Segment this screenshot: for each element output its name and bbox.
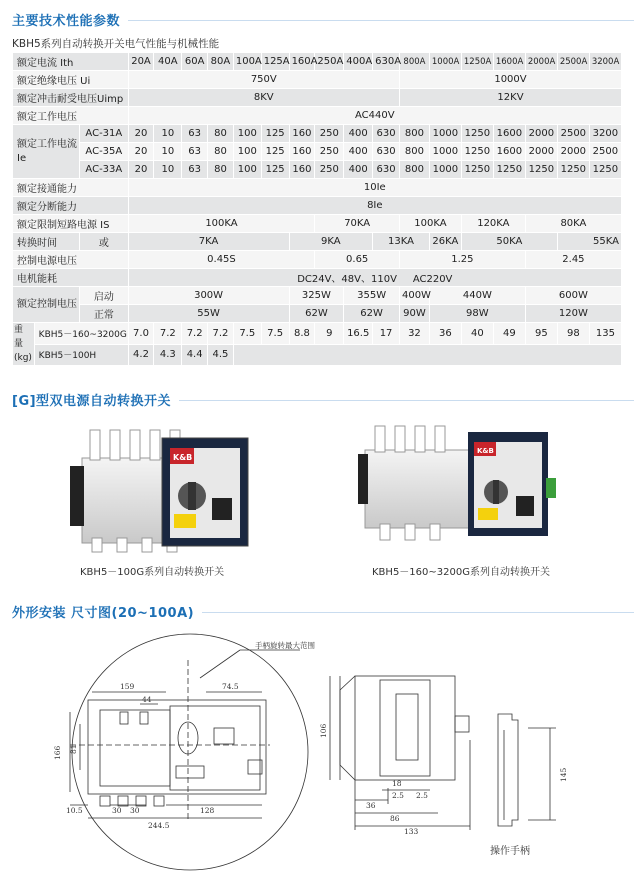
cell: 60A bbox=[182, 53, 208, 71]
dim-145: 145 bbox=[559, 767, 568, 782]
label-breaking: 额定分断能力 bbox=[13, 197, 129, 215]
section-title-text: 主要技术性能参数 bbox=[0, 14, 128, 29]
cell: 10 bbox=[154, 143, 182, 161]
cell: 26KA bbox=[429, 233, 461, 251]
cell: 启动 bbox=[80, 287, 129, 305]
cell: 160A bbox=[289, 53, 315, 71]
dim-30: 30 bbox=[112, 806, 122, 815]
dim-36: 36 bbox=[366, 801, 376, 810]
specs-subtitle: KBH5系列自动转换开关电气性能与机械性能 bbox=[12, 38, 220, 50]
cell: 4.2 bbox=[128, 344, 154, 366]
label-power-consumption: 电机能耗 bbox=[13, 269, 129, 287]
cell: 0.45S bbox=[128, 251, 315, 269]
cell: 10Ie bbox=[128, 179, 621, 197]
cell: 63 bbox=[182, 143, 208, 161]
cell: 125 bbox=[261, 143, 289, 161]
cell: 125 bbox=[261, 125, 289, 143]
cell: 800 bbox=[399, 125, 429, 143]
cell: 3200 bbox=[589, 125, 621, 143]
cell: 120KA bbox=[461, 215, 525, 233]
cell: 355W bbox=[344, 287, 400, 305]
cell: 10 bbox=[154, 161, 182, 179]
row-transfer-time bbox=[13, 233, 622, 251]
cell: 100 bbox=[233, 161, 261, 179]
cell: 13KA bbox=[373, 233, 430, 251]
cell: 95 bbox=[525, 323, 557, 345]
cell: 62W bbox=[344, 305, 400, 323]
cell: 或 bbox=[80, 233, 129, 251]
row-working-voltage bbox=[13, 107, 622, 125]
cell: 20A bbox=[128, 53, 154, 71]
cell: 800 bbox=[399, 143, 429, 161]
label-rated-current: 额定电流 Ith bbox=[13, 53, 129, 71]
spec-table bbox=[12, 52, 622, 366]
rotation-range-circle bbox=[72, 634, 308, 870]
cell: 2000 bbox=[557, 143, 589, 161]
row-control-normal bbox=[13, 305, 622, 323]
cell: 7KA bbox=[128, 233, 289, 251]
cell: 300W bbox=[128, 287, 289, 305]
cell: 125 bbox=[261, 161, 289, 179]
dim-128: 128 bbox=[200, 806, 215, 815]
cell: AC-31A bbox=[80, 125, 129, 143]
cell: 2000 bbox=[525, 125, 557, 143]
cell: 160 bbox=[289, 125, 315, 143]
cell: 80KA bbox=[525, 215, 621, 233]
label-weight: 重量(kg) bbox=[13, 323, 35, 366]
cell: 63 bbox=[182, 161, 208, 179]
cell: 98W bbox=[429, 305, 525, 323]
cell: 630A bbox=[373, 53, 400, 71]
dim-18: 18 bbox=[392, 779, 402, 788]
label-transfer-time: 转换时间 bbox=[13, 233, 80, 251]
cell: 20 bbox=[128, 143, 154, 161]
cell: 1250 bbox=[461, 161, 493, 179]
dim-86: 86 bbox=[390, 814, 400, 823]
cell: 400 bbox=[344, 143, 373, 161]
cell: KBH5－160~3200G bbox=[34, 323, 128, 345]
cell: 2500A bbox=[557, 53, 589, 71]
dimension-drawing bbox=[0, 620, 634, 891]
cell: 400 bbox=[344, 161, 373, 179]
cell: 16.5 bbox=[344, 323, 373, 345]
cell: 20 bbox=[128, 161, 154, 179]
cell: 7.5 bbox=[233, 323, 261, 345]
label-making: 额定接通能力 bbox=[13, 179, 129, 197]
dim-106: 106 bbox=[319, 723, 328, 738]
section-title-text: 外形安装 尺寸图(20~100A) bbox=[0, 606, 202, 621]
cell: 800A bbox=[399, 53, 429, 71]
cell: 63 bbox=[182, 125, 208, 143]
dim-2-5a: 2.5 bbox=[392, 791, 404, 800]
product-image-160-3200g bbox=[350, 418, 570, 553]
cell: 1250 bbox=[589, 161, 621, 179]
cell: 125A bbox=[261, 53, 289, 71]
cell: 62W bbox=[289, 305, 344, 323]
label-control-power: 额定控制电压 bbox=[13, 287, 80, 323]
row-weight-2 bbox=[13, 344, 622, 366]
cell: 100 bbox=[233, 125, 261, 143]
cell-empty bbox=[233, 344, 621, 366]
cell: 250 bbox=[315, 125, 344, 143]
cell: 8KV bbox=[128, 89, 399, 107]
row-insulation-voltage bbox=[13, 71, 622, 89]
cell: 55W bbox=[128, 305, 289, 323]
dim-81: 81 bbox=[69, 744, 78, 754]
cell: 4.5 bbox=[208, 344, 234, 366]
cell: 4.4 bbox=[182, 344, 208, 366]
cell: 12KV bbox=[399, 89, 621, 107]
cell: 630 bbox=[373, 161, 400, 179]
cell: 120W bbox=[525, 305, 621, 323]
cell: 1250 bbox=[461, 125, 493, 143]
row-ac31a bbox=[13, 125, 622, 143]
cell: 250A bbox=[315, 53, 344, 71]
cell: 80 bbox=[208, 161, 234, 179]
row-ac35a bbox=[13, 143, 622, 161]
brand-logo-2: K&B bbox=[477, 447, 494, 455]
cell: 1000A bbox=[429, 53, 461, 71]
cell: 250 bbox=[315, 161, 344, 179]
cell: 40A bbox=[154, 53, 182, 71]
cell: 50KA bbox=[461, 233, 557, 251]
cell: 7.2 bbox=[208, 323, 234, 345]
cell: 55KA bbox=[557, 233, 621, 251]
cell: 4.3 bbox=[154, 344, 182, 366]
cell: 8.8 bbox=[289, 323, 315, 345]
cell: 70KA bbox=[315, 215, 400, 233]
cell: 2.45 bbox=[525, 251, 621, 269]
cell: 100A bbox=[233, 53, 261, 71]
product-image-100g bbox=[62, 418, 282, 553]
cell: 800 bbox=[399, 161, 429, 179]
cell: 17 bbox=[373, 323, 400, 345]
cell: 1250 bbox=[493, 161, 525, 179]
dim-30b: 30 bbox=[130, 806, 140, 815]
dim-44: 44 bbox=[142, 695, 152, 704]
rotation-range-label: 手柄旋转最大范围 bbox=[255, 641, 315, 650]
label-working-voltage: 额定工作电压 bbox=[13, 107, 129, 125]
cell: 7.2 bbox=[154, 323, 182, 345]
cell: 正常 bbox=[80, 305, 129, 323]
cell: 325W bbox=[289, 287, 344, 305]
cell: 20 bbox=[128, 125, 154, 143]
cell: 7.5 bbox=[261, 323, 289, 345]
cell: 250 bbox=[315, 143, 344, 161]
row-making-capacity bbox=[13, 179, 622, 197]
cell: 630 bbox=[373, 143, 400, 161]
cell: 2000 bbox=[525, 143, 557, 161]
cell: 2500 bbox=[557, 125, 589, 143]
cell: 440W bbox=[429, 287, 525, 305]
label-control-voltage: 控制电源电压 bbox=[13, 251, 129, 269]
cell: 1250 bbox=[461, 143, 493, 161]
section-title-specs bbox=[0, 10, 634, 28]
cell: 1250A bbox=[461, 53, 493, 71]
cell: 2000A bbox=[525, 53, 557, 71]
cell: 3200A bbox=[589, 53, 621, 71]
cell: 1250 bbox=[557, 161, 589, 179]
cell: KBH5－100H bbox=[34, 344, 128, 366]
section-title-g-type bbox=[0, 390, 634, 408]
product-caption-160-3200g: KBH5－160~3200G系列自动转换开关 bbox=[372, 567, 550, 578]
dim-244-5: 244.5 bbox=[148, 821, 170, 830]
dim-10-5: 10.5 bbox=[66, 806, 83, 815]
cell: DC24V、48V、110V AC220V bbox=[128, 269, 621, 287]
cell: 40 bbox=[461, 323, 493, 345]
cell: 135 bbox=[589, 323, 621, 345]
cell: 1600 bbox=[493, 143, 525, 161]
label-insulation: 额定绝缘电压 Ui bbox=[13, 71, 129, 89]
dim-133: 133 bbox=[404, 827, 419, 836]
cell: 7.2 bbox=[182, 323, 208, 345]
cell: 100 bbox=[233, 143, 261, 161]
cell: AC-33A bbox=[80, 161, 129, 179]
cell: 400 bbox=[344, 125, 373, 143]
cell: 80 bbox=[208, 143, 234, 161]
cell: 630 bbox=[373, 125, 400, 143]
cell: 0.65 bbox=[315, 251, 400, 269]
cell: 98 bbox=[557, 323, 589, 345]
brand-logo-1: K&B bbox=[173, 453, 193, 462]
cell: 1000 bbox=[429, 161, 461, 179]
cell: 49 bbox=[493, 323, 525, 345]
cell: 90W bbox=[399, 305, 429, 323]
cell: 80 bbox=[208, 125, 234, 143]
label-impulse: 额定冲击耐受电压Uimp bbox=[13, 89, 129, 107]
dim-166: 166 bbox=[53, 745, 62, 760]
label-working-current: 额定工作电流 Ie bbox=[13, 125, 80, 179]
row-control-voltage bbox=[13, 251, 622, 269]
cell: AC440V bbox=[128, 107, 621, 125]
row-weight-1 bbox=[13, 323, 622, 345]
cell: 1250 bbox=[525, 161, 557, 179]
cell: 9KA bbox=[289, 233, 373, 251]
dim-74-5: 74.5 bbox=[222, 682, 239, 691]
row-ac33a bbox=[13, 161, 622, 179]
cell: 100KA bbox=[399, 215, 461, 233]
row-breaking-capacity bbox=[13, 197, 622, 215]
handle-caption: 操作手柄 bbox=[490, 846, 530, 857]
dim-2-5b: 2.5 bbox=[416, 791, 428, 800]
cell: 600W bbox=[525, 287, 621, 305]
cell: 10 bbox=[154, 125, 182, 143]
dim-159: 159 bbox=[120, 682, 135, 691]
cell: 750V bbox=[128, 71, 399, 89]
row-control-start bbox=[13, 287, 622, 305]
cell: 1000 bbox=[429, 125, 461, 143]
section-title-text: [G]型双电源自动转换开关 bbox=[0, 394, 179, 409]
cell: 1600 bbox=[493, 125, 525, 143]
row-power-consumption bbox=[13, 269, 622, 287]
cell: 9 bbox=[315, 323, 344, 345]
cell: 36 bbox=[429, 323, 461, 345]
row-short-circuit bbox=[13, 215, 622, 233]
cell: 400W bbox=[399, 287, 429, 305]
cell: AC-35A bbox=[80, 143, 129, 161]
cell: 400A bbox=[344, 53, 373, 71]
cell: 160 bbox=[289, 143, 315, 161]
product-caption-100g: KBH5－100G系列自动转换开关 bbox=[80, 567, 225, 578]
cell: 1600A bbox=[493, 53, 525, 71]
cell: 100KA bbox=[128, 215, 315, 233]
label-short-circuit: 额定限制短路电源 IS bbox=[13, 215, 129, 233]
cell: 1.25 bbox=[399, 251, 525, 269]
cell: 7.0 bbox=[128, 323, 154, 345]
cell: 32 bbox=[399, 323, 429, 345]
section-title-dimensions bbox=[0, 602, 634, 620]
cell: 2500 bbox=[589, 143, 621, 161]
cell: 1000V bbox=[399, 71, 621, 89]
row-impulse-voltage bbox=[13, 89, 622, 107]
cell: 160 bbox=[289, 161, 315, 179]
cell: 8Ie bbox=[128, 197, 621, 215]
cell: 80A bbox=[208, 53, 234, 71]
cell: 1000 bbox=[429, 143, 461, 161]
row-rated-current bbox=[13, 53, 622, 71]
